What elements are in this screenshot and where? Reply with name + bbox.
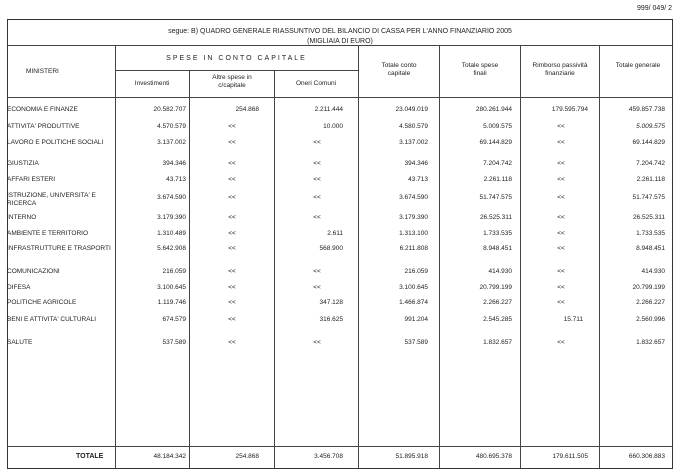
cell-rimborso: << xyxy=(557,299,565,306)
cell-investimenti: 394.346 xyxy=(162,160,186,167)
cell-oneri-comuni: << xyxy=(313,284,321,291)
cell-totale-spese-finali: 5.009.575 xyxy=(483,123,512,130)
cell-altre-spese: << xyxy=(228,299,236,306)
header-investimenti: Investimenti xyxy=(134,80,170,87)
title-line-2: (MIGLIAIA DI EURO) xyxy=(307,38,373,45)
cell-totale-conto-capitale: 394.346 xyxy=(404,160,428,167)
cell-totale-generale: 1.832.657 xyxy=(636,339,665,346)
row-label: COMUNICAZIONI xyxy=(7,268,60,275)
page-id: 999/ 049/ 2 xyxy=(636,5,672,12)
cell-totale-conto-capitale: 23.049.019 xyxy=(395,106,428,113)
cell-oneri-comuni: 347.128 xyxy=(319,299,343,306)
cell-totale-spese-finali: 414.930 xyxy=(488,268,512,275)
row-label: DIFESA xyxy=(7,284,31,291)
cell-totale-spese-finali: 20.799.199 xyxy=(479,284,512,291)
cell-oneri-comuni: << xyxy=(313,160,321,167)
cell-totale-generale: 1.733.535 xyxy=(636,230,665,237)
totals-label: TOTALE xyxy=(76,453,104,460)
cell-totale-conto-capitale: 3.674.590 xyxy=(399,194,428,201)
cell-totale-generale: 7.204.742 xyxy=(636,160,665,167)
cell-oneri-comuni: 568.900 xyxy=(319,245,343,252)
cell-totale-spese-finali: 1.733.535 xyxy=(483,230,512,237)
row-label: LAVORO E POLITICHE SOCIALI xyxy=(7,139,104,146)
cell-oneri-comuni: << xyxy=(313,176,321,183)
cell-altre-spese: << xyxy=(228,139,236,146)
cell-totale-spese-finali: 7.204.742 xyxy=(483,160,512,167)
row-label: INFRASTRUTTURE E TRASPORTI xyxy=(7,245,111,252)
cell-rimborso: << xyxy=(557,194,565,201)
total-generale: 660.306.883 xyxy=(628,453,665,460)
cell-oneri-comuni: 2.211.444 xyxy=(314,106,343,113)
cell-rimborso: << xyxy=(557,284,565,291)
cell-investimenti: 5.642.908 xyxy=(157,245,186,252)
total-investimenti: 48.184.342 xyxy=(153,453,186,460)
cell-oneri-comuni: << xyxy=(313,139,321,146)
cell-rimborso: 15.711 xyxy=(563,316,583,323)
cell-oneri-comuni: << xyxy=(313,268,321,275)
cell-investimenti: 216.059 xyxy=(162,268,186,275)
row-label: ISTRUZIONE, UNIVERSITA' E RICERCA xyxy=(7,192,96,207)
col-divider-4 xyxy=(358,45,359,469)
cell-totale-generale: 69.144.829 xyxy=(632,139,665,146)
spese-subheader-line xyxy=(115,70,358,71)
cell-totale-spese-finali: 69.144.829 xyxy=(479,139,512,146)
totals-top-line xyxy=(7,446,673,447)
cell-totale-generale: 5.009.575 xyxy=(636,123,665,130)
cell-investimenti: 4.570.579 xyxy=(157,123,186,130)
col-divider-5 xyxy=(439,45,440,469)
total-rimborso: 179.611.505 xyxy=(552,453,588,460)
cell-altre-spese: << xyxy=(228,268,236,275)
cell-altre-spese: << xyxy=(228,176,236,183)
cell-totale-conto-capitale: 6.211.808 xyxy=(399,245,428,252)
cell-totale-spese-finali: 8.948.451 xyxy=(483,245,512,252)
cell-oneri-comuni: << xyxy=(313,339,321,346)
total-spese-finali: 480.695.378 xyxy=(475,453,512,460)
row-label: AFFARI ESTERI xyxy=(7,176,56,183)
cell-totale-conto-capitale: 991.204 xyxy=(404,316,428,323)
cell-rimborso: << xyxy=(557,160,565,167)
cell-totale-conto-capitale: 3.137.002 xyxy=(399,139,428,146)
header-totale-spese-finali: Totale spese finali xyxy=(461,62,499,77)
cell-totale-conto-capitale: 43.713 xyxy=(408,176,428,183)
cell-oneri-comuni: 2.611 xyxy=(327,230,343,237)
table-title xyxy=(8,27,672,47)
col-divider-2 xyxy=(189,70,190,469)
cell-rimborso: << xyxy=(557,214,565,221)
title-line-1: segue: B) QUADRO GENERALE RIASSUNTIVO DEL BILANCIO DI CASSA PER L'ANNO FINANZIARIO 2005 xyxy=(168,28,512,35)
cell-investimenti: 1.119.746 xyxy=(157,299,186,306)
cell-totale-generale: 2.560.996 xyxy=(636,316,665,323)
cell-investimenti: 3.179.390 xyxy=(157,214,186,221)
cell-altre-spese: << xyxy=(228,194,236,201)
row-label: POLITICHE AGRICOLE xyxy=(7,299,77,306)
cell-investimenti: 537.589 xyxy=(162,339,186,346)
cell-rimborso: << xyxy=(557,176,565,183)
cell-investimenti: 3.137.002 xyxy=(157,139,186,146)
cell-totale-generale: 2.266.227 xyxy=(636,299,665,306)
total-conto-capitale: 51.895.918 xyxy=(395,453,428,460)
cell-investimenti: 20.582.707 xyxy=(153,106,186,113)
cell-totale-spese-finali: 2.266.227 xyxy=(483,299,512,306)
cell-investimenti: 1.310.489 xyxy=(157,230,186,237)
cell-investimenti: 3.674.590 xyxy=(157,194,186,201)
cell-altre-spese: << xyxy=(228,230,236,237)
row-label: AMBIENTE E TERRITORIO xyxy=(7,230,89,237)
cell-altre-spese: << xyxy=(228,214,236,221)
header-bottom-line xyxy=(7,97,673,98)
header-rimborso-passivita: Rimborso passività finanziarie xyxy=(532,62,588,77)
cell-totale-generale: 20.799.199 xyxy=(632,284,665,291)
row-label: GIUSTIZIA xyxy=(7,160,39,167)
cell-totale-conto-capitale: 537.589 xyxy=(404,339,428,346)
header-oneri-comuni: Oneri Comuni xyxy=(295,80,337,87)
cell-rimborso: << xyxy=(557,230,565,237)
row-label: INTERNO xyxy=(7,214,37,221)
cell-totale-spese-finali: 51.747.575 xyxy=(479,194,512,201)
cell-totale-conto-capitale: 1.466.874 xyxy=(399,299,428,306)
cell-altre-spese: << xyxy=(228,123,236,130)
row-label: ECONOMIA E FINANZE xyxy=(7,106,78,113)
cell-rimborso: 179.595.794 xyxy=(551,106,588,113)
cell-totale-conto-capitale: 3.179.390 xyxy=(399,214,428,221)
cell-totale-spese-finali: 2.545.285 xyxy=(483,316,512,323)
row-label: SALUTE xyxy=(7,339,33,346)
cell-rimborso: << xyxy=(557,245,565,252)
row-label: ATTIVITA' PRODUTTIVE xyxy=(7,123,80,130)
header-totale-generale: Totale generale xyxy=(615,62,661,69)
cell-totale-generale: 8.948.451 xyxy=(636,245,665,252)
cell-rimborso: << xyxy=(557,339,565,346)
cell-oneri-comuni: 10.000 xyxy=(323,123,343,130)
cell-investimenti: 3.100.645 xyxy=(157,284,186,291)
cell-totale-spese-finali: 280.261.944 xyxy=(475,106,512,113)
cell-altre-spese: << xyxy=(228,284,236,291)
cell-totale-conto-capitale: 216.059 xyxy=(404,268,428,275)
cell-totale-generale: 2.261.118 xyxy=(636,176,665,183)
cell-totale-conto-capitale: 4.580.579 xyxy=(399,123,428,130)
cell-totale-spese-finali: 1.832.657 xyxy=(483,339,512,346)
cell-totale-spese-finali: 2.261.118 xyxy=(483,176,512,183)
cell-altre-spese: << xyxy=(228,245,236,252)
cell-oneri-comuni: << xyxy=(313,194,321,201)
cell-altre-spese: << xyxy=(228,316,236,323)
col-divider-7 xyxy=(599,45,600,469)
total-altre-spese: 254.868 xyxy=(235,453,259,460)
cell-altre-spese: 254.868 xyxy=(235,106,259,113)
row-label: BENI E ATTIVITA' CULTURALI xyxy=(7,316,97,323)
cell-totale-conto-capitale: 3.100.645 xyxy=(399,284,428,291)
header-top-line xyxy=(7,45,673,46)
col-divider-3 xyxy=(274,70,275,469)
header-ministeri: MINISTERI xyxy=(26,68,59,75)
header-spese-conto-capitale: SPESE IN CONTO CAPITALE xyxy=(166,55,307,62)
cell-totale-generale: 414.930 xyxy=(641,268,665,275)
cell-altre-spese: << xyxy=(228,339,236,346)
header-totale-conto-capitale: Totale conto capitale xyxy=(381,62,417,77)
cell-investimenti: 674.579 xyxy=(162,316,186,323)
cell-oneri-comuni: 316.625 xyxy=(319,316,343,323)
cell-totale-generale: 459.857.738 xyxy=(628,106,665,113)
cell-rimborso: << xyxy=(557,123,565,130)
cell-altre-spese: << xyxy=(228,160,236,167)
cell-totale-spese-finali: 26.525.311 xyxy=(479,214,512,221)
col-divider-6 xyxy=(520,45,521,469)
col-divider-1 xyxy=(115,45,116,469)
total-oneri-comuni: 3.456.708 xyxy=(314,453,343,460)
cell-totale-generale: 26.525.311 xyxy=(632,214,665,221)
cell-rimborso: << xyxy=(557,139,565,146)
cell-oneri-comuni: << xyxy=(313,214,321,221)
cell-totale-generale: 51.747.575 xyxy=(632,194,665,201)
cell-investimenti: 43.713 xyxy=(166,176,186,183)
header-altre-spese: Altre spese in c/capitale xyxy=(212,74,252,89)
cell-rimborso: << xyxy=(557,268,565,275)
cell-totale-conto-capitale: 1.313.100 xyxy=(399,230,428,237)
